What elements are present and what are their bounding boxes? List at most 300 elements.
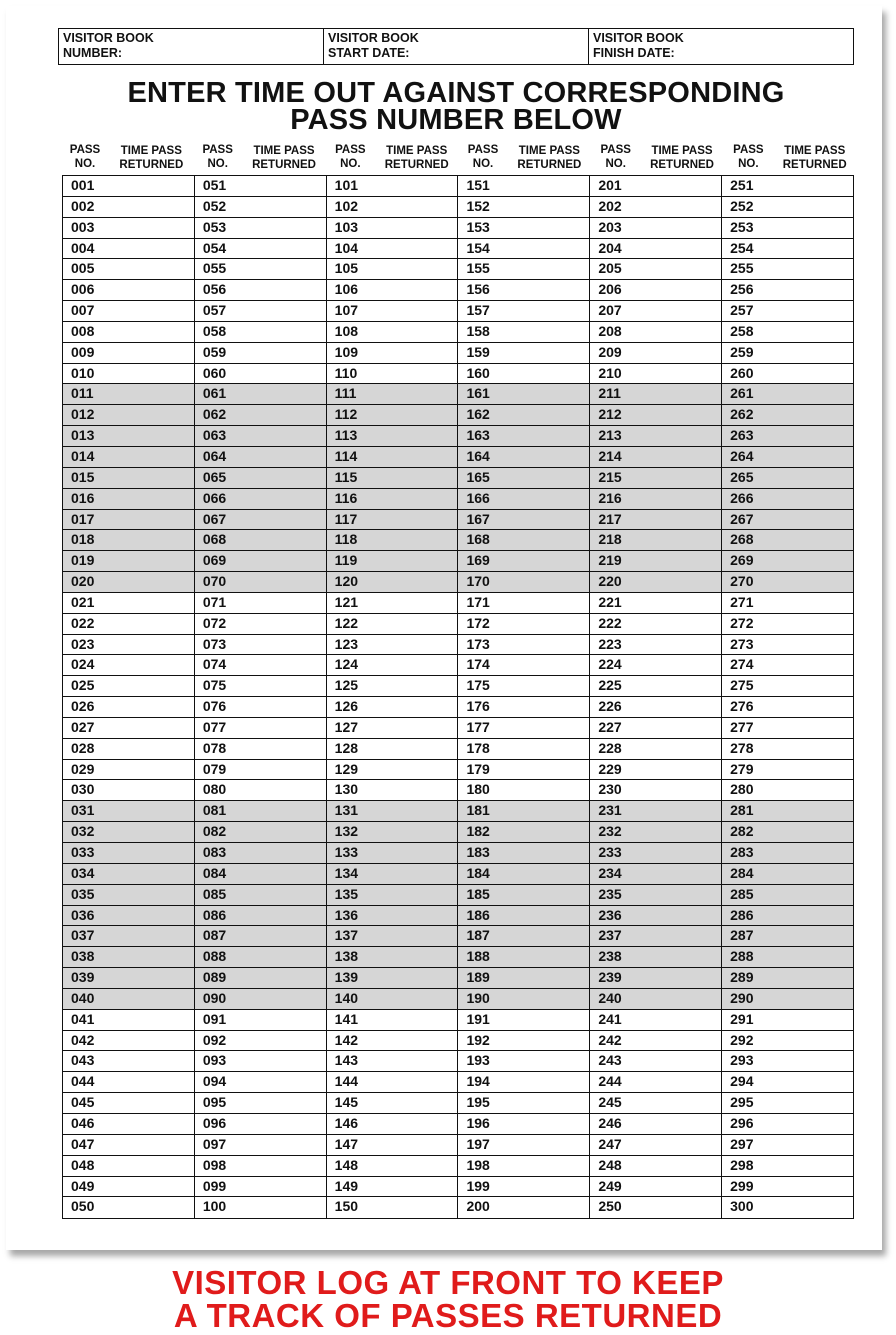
pass-number-cell[interactable]: 242 [590, 1031, 722, 1051]
pass-number-cell[interactable]: 102 [327, 197, 459, 217]
pass-number-cell[interactable]: 134 [327, 864, 459, 884]
pass-number-cell[interactable]: 276 [730, 698, 754, 715]
pass-number-cell[interactable]: 230 [590, 780, 722, 800]
pass-number-cell[interactable]: 165 [458, 468, 590, 488]
pass-number-cell[interactable]: 195 [458, 1093, 590, 1113]
pass-number-cell[interactable]: 251 [730, 177, 754, 193]
pass-number-cell[interactable]: 151 [458, 176, 590, 196]
pass-number-cell[interactable]: 160 [458, 364, 590, 384]
pass-number-cell[interactable]: 048 [63, 1156, 195, 1176]
pass-number-cell[interactable]: 108 [327, 322, 459, 342]
pass-number-cell[interactable]: 209 [590, 343, 722, 363]
pass-number-cell[interactable]: 189 [458, 968, 590, 988]
pass-number-cell[interactable]: 278 [730, 739, 754, 756]
pass-number-cell[interactable]: 152 [458, 197, 590, 217]
pass-number-cell[interactable]: 157 [458, 301, 590, 321]
pass-number-cell[interactable]: 109 [327, 343, 459, 363]
pass-number-cell[interactable]: 039 [63, 968, 195, 988]
pass-number-cell[interactable]: 008 [63, 322, 195, 342]
pass-number-cell[interactable]: 078 [195, 739, 327, 759]
pass-number-cell[interactable]: 126 [327, 697, 459, 717]
pass-number-cell[interactable]: 019 [63, 551, 195, 571]
pass-number-cell[interactable]: 300 [730, 1198, 754, 1215]
pass-number-cell[interactable]: 027 [63, 718, 195, 738]
pass-number-cell[interactable]: 100 [195, 1197, 327, 1218]
pass-number-cell[interactable]: 132 [327, 822, 459, 842]
pass-number-cell[interactable]: 146 [327, 1114, 459, 1134]
pass-number-cell[interactable]: 197 [458, 1135, 590, 1155]
pass-number-cell[interactable]: 215 [590, 468, 722, 488]
pass-number-cell[interactable]: 045 [63, 1093, 195, 1113]
pass-number-cell[interactable]: 187 [458, 926, 590, 946]
pass-number-cell[interactable]: 246 [590, 1114, 722, 1134]
pass-number-cell[interactable]: 148 [327, 1156, 459, 1176]
pass-number-cell[interactable]: 059 [195, 343, 327, 363]
pass-number-cell[interactable]: 204 [590, 239, 722, 259]
pass-number-cell[interactable]: 249 [590, 1177, 722, 1197]
pass-number-cell[interactable]: 294 [730, 1073, 754, 1090]
pass-number-cell[interactable]: 144 [327, 1072, 459, 1092]
pass-number-cell[interactable]: 222 [590, 614, 722, 634]
pass-number-cell[interactable]: 105 [327, 259, 459, 279]
pass-number-cell[interactable]: 172 [458, 614, 590, 634]
pass-number-cell[interactable]: 107 [327, 301, 459, 321]
pass-number-cell[interactable]: 164 [458, 447, 590, 467]
pass-number-cell[interactable]: 052 [195, 197, 327, 217]
pass-number-cell[interactable]: 065 [195, 468, 327, 488]
pass-number-cell[interactable]: 117 [327, 510, 459, 530]
pass-number-cell[interactable]: 235 [590, 885, 722, 905]
pass-number-cell[interactable]: 221 [590, 593, 722, 613]
pass-number-cell[interactable]: 066 [195, 489, 327, 509]
pass-number-cell[interactable]: 219 [590, 551, 722, 571]
pass-number-cell[interactable]: 043 [63, 1051, 195, 1071]
pass-number-cell[interactable]: 233 [590, 843, 722, 863]
pass-number-cell[interactable]: 070 [195, 572, 327, 592]
pass-number-cell[interactable]: 017 [63, 510, 195, 530]
pass-number-cell[interactable]: 223 [590, 635, 722, 655]
pass-number-cell[interactable]: 248 [590, 1156, 722, 1176]
book-number-field[interactable] [59, 29, 324, 64]
pass-number-cell[interactable]: 266 [730, 489, 754, 506]
pass-number-cell[interactable]: 163 [458, 426, 590, 446]
pass-number-cell[interactable]: 053 [195, 218, 327, 238]
pass-number-cell[interactable]: 236 [590, 906, 722, 926]
pass-number-cell[interactable]: 200 [458, 1197, 590, 1218]
pass-number-cell[interactable]: 201 [590, 176, 722, 196]
pass-number-cell[interactable]: 119 [327, 551, 459, 571]
pass-number-cell[interactable]: 069 [195, 551, 327, 571]
pass-number-cell[interactable]: 023 [63, 635, 195, 655]
pass-number-cell[interactable]: 080 [195, 780, 327, 800]
pass-number-cell[interactable]: 093 [195, 1051, 327, 1071]
pass-number-cell[interactable]: 094 [195, 1072, 327, 1092]
pass-number-cell[interactable]: 002 [63, 197, 195, 217]
pass-number-cell[interactable]: 264 [730, 447, 754, 464]
pass-number-cell[interactable]: 087 [195, 926, 327, 946]
pass-number-cell[interactable]: 284 [730, 864, 754, 881]
pass-number-cell[interactable]: 085 [195, 885, 327, 905]
pass-number-cell[interactable]: 127 [327, 718, 459, 738]
pass-number-cell[interactable]: 184 [458, 864, 590, 884]
pass-number-cell[interactable]: 285 [730, 885, 754, 902]
pass-number-cell[interactable]: 142 [327, 1031, 459, 1051]
pass-number-cell[interactable]: 092 [195, 1031, 327, 1051]
pass-number-cell[interactable]: 009 [63, 343, 195, 363]
pass-number-cell[interactable]: 170 [458, 572, 590, 592]
pass-number-cell[interactable]: 035 [63, 885, 195, 905]
pass-number-cell[interactable]: 196 [458, 1114, 590, 1134]
pass-number-cell[interactable]: 259 [730, 343, 754, 360]
pass-number-cell[interactable]: 260 [730, 364, 754, 381]
pass-number-cell[interactable]: 283 [730, 844, 754, 860]
pass-number-cell[interactable]: 125 [327, 676, 459, 696]
pass-number-cell[interactable]: 293 [730, 1052, 754, 1069]
pass-number-cell[interactable]: 156 [458, 280, 590, 300]
pass-number-cell[interactable]: 234 [590, 864, 722, 884]
pass-number-cell[interactable]: 121 [327, 593, 459, 613]
pass-number-cell[interactable]: 135 [327, 885, 459, 905]
pass-number-cell[interactable]: 141 [327, 1010, 459, 1030]
pass-number-cell[interactable]: 090 [195, 989, 327, 1009]
pass-number-cell[interactable]: 280 [730, 781, 754, 798]
pass-number-cell[interactable]: 218 [590, 530, 722, 550]
pass-number-cell[interactable]: 064 [195, 447, 327, 467]
pass-number-cell[interactable]: 175 [458, 676, 590, 696]
finish-date-field[interactable] [589, 29, 853, 64]
pass-number-cell[interactable]: 091 [195, 1010, 327, 1030]
pass-number-cell[interactable]: 106 [327, 280, 459, 300]
pass-number-cell[interactable]: 253 [730, 218, 754, 235]
pass-number-cell[interactable]: 198 [458, 1156, 590, 1176]
pass-number-cell[interactable]: 270 [730, 573, 754, 590]
pass-number-cell[interactable]: 186 [458, 906, 590, 926]
pass-number-cell[interactable]: 192 [458, 1031, 590, 1051]
pass-number-cell[interactable]: 096 [195, 1114, 327, 1134]
pass-number-cell[interactable]: 281 [730, 802, 754, 819]
pass-number-cell[interactable]: 180 [458, 780, 590, 800]
pass-number-cell[interactable]: 060 [195, 364, 327, 384]
pass-number-cell[interactable]: 150 [327, 1197, 459, 1218]
pass-number-cell[interactable]: 267 [730, 510, 754, 527]
pass-number-cell[interactable]: 261 [730, 385, 754, 402]
pass-number-cell[interactable]: 003 [63, 218, 195, 238]
pass-number-cell[interactable]: 044 [63, 1072, 195, 1092]
pass-number-cell[interactable]: 025 [63, 676, 195, 696]
pass-number-cell[interactable]: 129 [327, 760, 459, 780]
pass-number-cell[interactable]: 241 [590, 1010, 722, 1030]
pass-number-cell[interactable]: 268 [730, 531, 754, 548]
pass-number-cell[interactable]: 263 [730, 427, 754, 444]
pass-number-cell[interactable]: 168 [458, 530, 590, 550]
pass-number-cell[interactable]: 207 [590, 301, 722, 321]
pass-number-cell[interactable]: 026 [63, 697, 195, 717]
pass-number-cell[interactable]: 055 [195, 259, 327, 279]
pass-number-cell[interactable]: 287 [730, 927, 754, 944]
pass-number-cell[interactable]: 216 [590, 489, 722, 509]
pass-number-cell[interactable]: 104 [327, 239, 459, 259]
pass-number-cell[interactable]: 038 [63, 947, 195, 967]
pass-number-cell[interactable]: 082 [195, 822, 327, 842]
pass-number-cell[interactable]: 173 [458, 635, 590, 655]
pass-number-cell[interactable]: 190 [458, 989, 590, 1009]
pass-number-cell[interactable]: 111 [327, 384, 459, 404]
pass-number-cell[interactable]: 182 [458, 822, 590, 842]
pass-number-cell[interactable]: 213 [590, 426, 722, 446]
pass-number-cell[interactable]: 178 [458, 739, 590, 759]
pass-number-cell[interactable]: 033 [63, 843, 195, 863]
pass-number-cell[interactable]: 279 [730, 760, 754, 777]
pass-number-cell[interactable]: 058 [195, 322, 327, 342]
pass-number-cell[interactable]: 028 [63, 739, 195, 759]
pass-number-cell[interactable]: 089 [195, 968, 327, 988]
pass-number-cell[interactable]: 225 [590, 676, 722, 696]
pass-number-cell[interactable]: 231 [590, 801, 722, 821]
pass-number-cell[interactable]: 128 [327, 739, 459, 759]
pass-number-cell[interactable]: 145 [327, 1093, 459, 1113]
pass-number-cell[interactable]: 041 [63, 1010, 195, 1030]
pass-number-cell[interactable]: 113 [327, 426, 459, 446]
pass-number-cell[interactable]: 183 [458, 843, 590, 863]
pass-number-cell[interactable]: 031 [63, 801, 195, 821]
pass-number-cell[interactable]: 290 [730, 989, 754, 1006]
pass-number-cell[interactable]: 169 [458, 551, 590, 571]
pass-number-cell[interactable]: 030 [63, 780, 195, 800]
pass-number-cell[interactable]: 071 [195, 593, 327, 613]
pass-number-cell[interactable]: 049 [63, 1177, 195, 1197]
pass-number-cell[interactable]: 262 [730, 406, 754, 423]
pass-number-cell[interactable]: 208 [590, 322, 722, 342]
pass-number-cell[interactable]: 005 [63, 259, 195, 279]
pass-number-cell[interactable]: 232 [590, 822, 722, 842]
pass-number-cell[interactable]: 012 [63, 405, 195, 425]
pass-number-cell[interactable]: 032 [63, 822, 195, 842]
pass-number-cell[interactable]: 115 [327, 468, 459, 488]
pass-number-cell[interactable]: 174 [458, 655, 590, 675]
pass-number-cell[interactable]: 171 [458, 593, 590, 613]
pass-number-cell[interactable]: 299 [730, 1177, 754, 1194]
pass-number-cell[interactable]: 228 [590, 739, 722, 759]
pass-number-cell[interactable]: 021 [63, 593, 195, 613]
pass-number-cell[interactable]: 288 [730, 948, 754, 965]
pass-number-cell[interactable]: 015 [63, 468, 195, 488]
pass-number-cell[interactable]: 036 [63, 906, 195, 926]
pass-number-cell[interactable]: 217 [590, 510, 722, 530]
pass-number-cell[interactable]: 188 [458, 947, 590, 967]
pass-number-cell[interactable]: 054 [195, 239, 327, 259]
pass-number-cell[interactable]: 046 [63, 1114, 195, 1134]
pass-number-cell[interactable]: 210 [590, 364, 722, 384]
pass-number-cell[interactable]: 118 [327, 530, 459, 550]
pass-number-cell[interactable]: 122 [327, 614, 459, 634]
pass-number-cell[interactable]: 229 [590, 760, 722, 780]
pass-number-cell[interactable]: 277 [730, 718, 754, 735]
pass-number-cell[interactable]: 010 [63, 364, 195, 384]
pass-number-cell[interactable]: 014 [63, 447, 195, 467]
pass-number-cell[interactable]: 133 [327, 843, 459, 863]
pass-number-cell[interactable]: 155 [458, 259, 590, 279]
pass-number-cell[interactable]: 254 [730, 239, 754, 256]
pass-number-cell[interactable]: 143 [327, 1051, 459, 1071]
pass-number-cell[interactable]: 006 [63, 280, 195, 300]
pass-number-cell[interactable]: 212 [590, 405, 722, 425]
pass-number-cell[interactable]: 112 [327, 405, 459, 425]
pass-number-cell[interactable]: 095 [195, 1093, 327, 1113]
pass-number-cell[interactable]: 269 [730, 552, 754, 569]
pass-number-cell[interactable]: 214 [590, 447, 722, 467]
pass-number-cell[interactable]: 007 [63, 301, 195, 321]
pass-number-cell[interactable]: 016 [63, 489, 195, 509]
pass-number-cell[interactable]: 136 [327, 906, 459, 926]
pass-number-cell[interactable]: 147 [327, 1135, 459, 1155]
pass-number-cell[interactable]: 139 [327, 968, 459, 988]
pass-number-cell[interactable]: 255 [730, 260, 754, 277]
pass-number-cell[interactable]: 051 [195, 176, 327, 196]
pass-number-cell[interactable]: 239 [590, 968, 722, 988]
pass-number-cell[interactable]: 191 [458, 1010, 590, 1030]
pass-number-cell[interactable]: 295 [730, 1094, 754, 1111]
pass-number-cell[interactable]: 296 [730, 1114, 754, 1131]
pass-number-cell[interactable]: 159 [458, 343, 590, 363]
pass-number-cell[interactable]: 158 [458, 322, 590, 342]
pass-number-cell[interactable]: 193 [458, 1051, 590, 1071]
pass-number-cell[interactable]: 061 [195, 384, 327, 404]
pass-number-cell[interactable]: 057 [195, 301, 327, 321]
pass-number-cell[interactable]: 034 [63, 864, 195, 884]
pass-number-cell[interactable]: 130 [327, 780, 459, 800]
pass-number-cell[interactable]: 185 [458, 885, 590, 905]
pass-number-cell[interactable]: 076 [195, 697, 327, 717]
pass-number-cell[interactable]: 181 [458, 801, 590, 821]
pass-number-cell[interactable]: 149 [327, 1177, 459, 1197]
pass-number-cell[interactable]: 056 [195, 280, 327, 300]
pass-number-cell[interactable]: 202 [590, 197, 722, 217]
pass-number-cell[interactable]: 199 [458, 1177, 590, 1197]
pass-number-cell[interactable]: 110 [327, 364, 459, 384]
pass-number-cell[interactable]: 227 [590, 718, 722, 738]
pass-number-cell[interactable]: 226 [590, 697, 722, 717]
pass-number-cell[interactable]: 098 [195, 1156, 327, 1176]
pass-number-cell[interactable]: 271 [730, 593, 754, 610]
pass-number-cell[interactable]: 205 [590, 259, 722, 279]
pass-number-cell[interactable]: 074 [195, 655, 327, 675]
pass-number-cell[interactable]: 167 [458, 510, 590, 530]
pass-number-cell[interactable]: 161 [458, 384, 590, 404]
pass-number-cell[interactable]: 203 [590, 218, 722, 238]
pass-number-cell[interactable]: 081 [195, 801, 327, 821]
pass-number-cell[interactable]: 063 [195, 426, 327, 446]
pass-number-cell[interactable]: 097 [195, 1135, 327, 1155]
pass-number-cell[interactable]: 275 [730, 677, 754, 694]
pass-number-cell[interactable]: 084 [195, 864, 327, 884]
pass-number-cell[interactable]: 040 [63, 989, 195, 1009]
pass-number-cell[interactable]: 272 [730, 614, 754, 631]
pass-number-cell[interactable]: 088 [195, 947, 327, 967]
pass-number-cell[interactable]: 298 [730, 1156, 754, 1173]
pass-number-cell[interactable]: 068 [195, 530, 327, 550]
pass-number-cell[interactable]: 001 [63, 176, 195, 196]
pass-number-cell[interactable]: 257 [730, 302, 754, 319]
pass-number-cell[interactable]: 274 [730, 656, 754, 673]
pass-number-cell[interactable]: 022 [63, 614, 195, 634]
pass-number-cell[interactable]: 220 [590, 572, 722, 592]
pass-number-cell[interactable]: 103 [327, 218, 459, 238]
pass-number-cell[interactable]: 282 [730, 823, 754, 840]
pass-number-cell[interactable]: 166 [458, 489, 590, 509]
pass-number-cell[interactable]: 131 [327, 801, 459, 821]
pass-number-cell[interactable]: 138 [327, 947, 459, 967]
pass-number-cell[interactable]: 018 [63, 530, 195, 550]
pass-number-cell[interactable]: 083 [195, 843, 327, 863]
pass-number-cell[interactable]: 211 [590, 384, 722, 404]
pass-number-cell[interactable]: 077 [195, 718, 327, 738]
pass-number-cell[interactable]: 256 [730, 281, 754, 298]
pass-number-cell[interactable]: 024 [63, 655, 195, 675]
pass-number-cell[interactable]: 162 [458, 405, 590, 425]
pass-number-cell[interactable]: 291 [730, 1010, 754, 1027]
pass-number-cell[interactable]: 286 [730, 906, 754, 923]
pass-number-cell[interactable]: 177 [458, 718, 590, 738]
pass-number-cell[interactable]: 020 [63, 572, 195, 592]
pass-number-cell[interactable]: 099 [195, 1177, 327, 1197]
pass-number-cell[interactable]: 237 [590, 926, 722, 946]
pass-number-cell[interactable]: 265 [730, 468, 754, 485]
pass-number-cell[interactable]: 116 [327, 489, 459, 509]
pass-number-cell[interactable]: 244 [590, 1072, 722, 1092]
pass-number-cell[interactable]: 042 [63, 1031, 195, 1051]
pass-number-cell[interactable]: 194 [458, 1072, 590, 1092]
pass-number-cell[interactable]: 250 [590, 1197, 722, 1218]
pass-number-cell[interactable]: 137 [327, 926, 459, 946]
pass-number-cell[interactable]: 224 [590, 655, 722, 675]
pass-number-cell[interactable]: 252 [730, 197, 754, 214]
pass-number-cell[interactable]: 140 [327, 989, 459, 1009]
pass-number-cell[interactable]: 079 [195, 760, 327, 780]
pass-number-cell[interactable]: 037 [63, 926, 195, 946]
pass-number-cell[interactable]: 013 [63, 426, 195, 446]
pass-number-cell[interactable]: 124 [327, 655, 459, 675]
pass-number-cell[interactable]: 004 [63, 239, 195, 259]
pass-number-cell[interactable]: 206 [590, 280, 722, 300]
pass-number-cell[interactable]: 243 [590, 1051, 722, 1071]
pass-number-cell[interactable]: 047 [63, 1135, 195, 1155]
pass-number-cell[interactable]: 075 [195, 676, 327, 696]
pass-number-cell[interactable]: 086 [195, 906, 327, 926]
pass-number-cell[interactable]: 289 [730, 969, 754, 986]
pass-number-cell[interactable]: 072 [195, 614, 327, 634]
pass-number-cell[interactable]: 114 [327, 447, 459, 467]
pass-number-cell[interactable]: 238 [590, 947, 722, 967]
pass-number-cell[interactable]: 154 [458, 239, 590, 259]
pass-number-cell[interactable]: 258 [730, 322, 754, 339]
pass-number-cell[interactable]: 176 [458, 697, 590, 717]
pass-number-cell[interactable]: 153 [458, 218, 590, 238]
pass-number-cell[interactable]: 073 [195, 635, 327, 655]
pass-number-cell[interactable]: 273 [730, 635, 754, 652]
pass-number-cell[interactable]: 067 [195, 510, 327, 530]
start-date-field[interactable] [324, 29, 589, 64]
pass-number-cell[interactable]: 050 [63, 1197, 195, 1218]
pass-number-cell[interactable]: 245 [590, 1093, 722, 1113]
pass-number-cell[interactable]: 120 [327, 572, 459, 592]
pass-number-cell[interactable]: 240 [590, 989, 722, 1009]
pass-number-cell[interactable]: 179 [458, 760, 590, 780]
pass-number-cell[interactable]: 292 [730, 1031, 754, 1048]
pass-number-cell[interactable]: 123 [327, 635, 459, 655]
pass-number-cell[interactable]: 062 [195, 405, 327, 425]
pass-number-cell[interactable]: 011 [63, 384, 195, 404]
pass-number-cell[interactable]: 101 [327, 176, 459, 196]
